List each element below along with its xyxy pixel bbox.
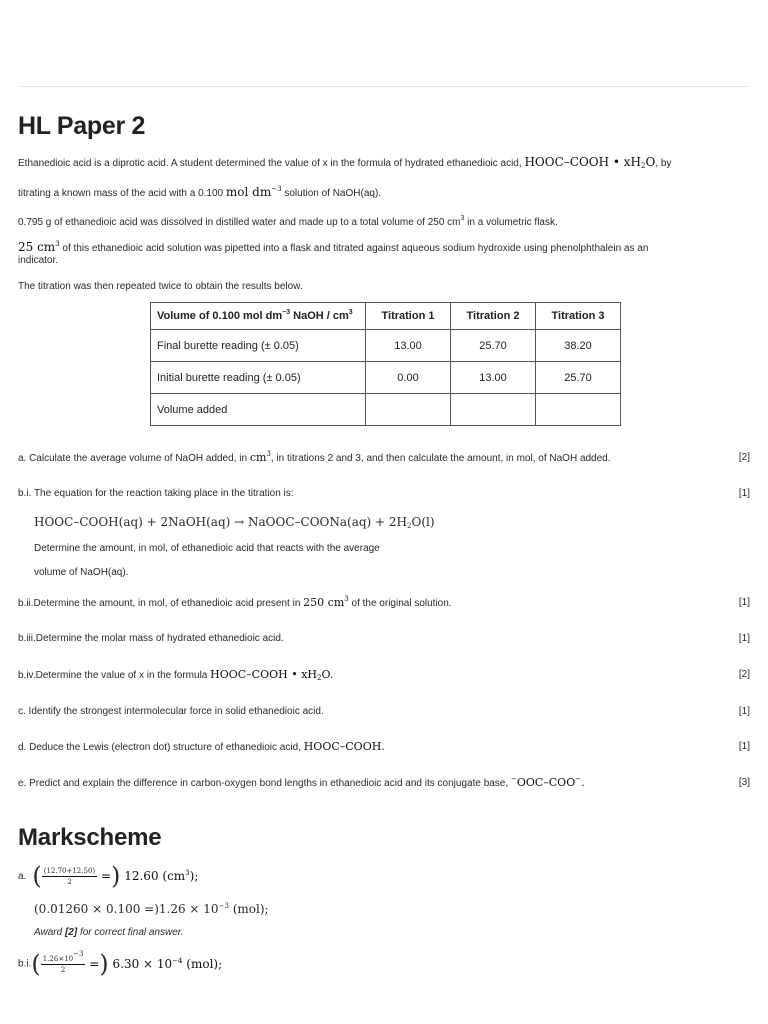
markscheme-b-i: b.i.( $\frac{1.26\times 10-3}{2}$ =) $6.30 \times 10^{-4}$ (mol); <box>18 950 223 978</box>
table-cell <box>536 394 621 426</box>
marks-a: [2] <box>738 452 750 463</box>
question-b-i: b.i. The equation for the reaction taking place in the titration is: [1] <box>18 488 750 499</box>
reaction-equation: HOOC–COOH(aq) + 2NaOH(aq) → NaOOC–COONa(aq) + $2H_2O(l)$ <box>34 515 435 530</box>
question-e: e. Predict and explain the difference in carbon-oxygen bond lengths in ethanedioic acid and its conjugate base, −OOC–COO−. [3] <box>18 775 750 789</box>
table-header-row <box>151 303 621 330</box>
table-cell: 13.00 <box>451 362 536 394</box>
marks-b-iii: [1] <box>738 633 750 644</box>
markscheme-title: Markscheme <box>18 824 162 851</box>
table-cell: 25.70 <box>451 330 536 362</box>
table-header-titration-3: Titration 3 <box>536 303 621 330</box>
table-header-volume: Volume of 0.100 mol $dm^{-3}$ NaOH / $cm^3$ <box>151 303 366 330</box>
table-row-label: Final burette reading (± 0.05) <box>151 330 366 362</box>
question-d: d. Deduce the Lewis (electron dot) structure of ethanedioic acid, HOOC–COOH. [1] <box>18 740 750 753</box>
marks-e: [3] <box>738 777 750 788</box>
table-cell: 38.20 <box>536 330 621 362</box>
table-cell: 13.00 <box>366 330 451 362</box>
markscheme-award-note: Award [2] for correct final answer. <box>34 927 184 938</box>
table-cell: 0.00 <box>366 362 451 394</box>
page-title: HL Paper 2 <box>18 112 146 140</box>
formula-hydrated-acid: HOOC–COOH • $xH_2O$ <box>524 155 656 170</box>
table-cell <box>451 394 536 426</box>
markscheme-a-line-2: $(0.01260 \times 0.100 =)1.26 \times 10^{-3}$ (mol); <box>34 902 269 916</box>
intro-paragraph-1b: titrating a known mass of the acid with a 0.100 mol $dm^{-3}$ solution of NaOH(aq). <box>18 185 382 199</box>
marks-d: [1] <box>738 741 750 752</box>
intro-paragraph-3: 25 $cm^3$ of this ethanedioic acid solution was pipetted into a flask and titrated against aqueous sodium hydroxide using phenolphthalein as an indicator. <box>18 240 649 266</box>
table-header-titration-2: Titration 2 <box>451 303 536 330</box>
intro-paragraph-4: The titration was then repeated twice to obtain the results below. <box>18 281 303 292</box>
question-b-ii: b.ii.Determine the amount, in mol, of ethanedioic acid present in 250 $cm^3$ of the original solution. [1] <box>18 595 750 609</box>
top-divider <box>18 86 750 87</box>
table-row-label: Initial burette reading (± 0.05) <box>151 362 366 394</box>
question-b-iv: b.iv.Determine the value of x in the formula HOOC–COOH • $xH_2O$. [2] <box>18 668 750 682</box>
table-row-label: Volume added <box>151 394 366 426</box>
question-a: a. Calculate the average volume of NaOH added, in $cm^3$, in titrations 2 and 3, and then calculate the amount, in mol, of NaOH added. [2] <box>18 450 750 464</box>
titration-results-table <box>150 302 621 426</box>
question-b-i-detail-1: Determine the amount, in mol, of ethanedioic acid that reacts with the average <box>34 543 380 554</box>
concentration-unit: mol $dm^{-3}$ <box>225 185 282 199</box>
table-row <box>151 330 621 362</box>
marks-b-iv: [2] <box>738 669 750 680</box>
question-b-iii: b.iii.Determine the molar mass of hydrated ethanedioic acid. [1] <box>18 633 750 644</box>
marks-c: [1] <box>738 706 750 717</box>
intro-paragraph-1: Ethanedioic acid is a diprotic acid. A student determined the value of x in the formula of hydrated ethanedioic acid, HOOC–COOH • $xH_2O$, by <box>18 155 672 170</box>
fraction: $\frac{(12.70+12.50)}{2}$ <box>43 866 96 886</box>
table-cell: 25.70 <box>536 362 621 394</box>
markscheme-a: a. ( $\frac{(12.70+12.50)}{2}$ =) 12.60 $(cm^3)$; <box>18 862 199 890</box>
table-row <box>151 394 621 426</box>
question-b-i-detail-2: volume of NaOH(aq). <box>34 567 129 578</box>
table-header-titration-1: Titration 1 <box>366 303 451 330</box>
marks-b-ii: [1] <box>738 597 750 608</box>
table-row <box>151 362 621 394</box>
marks-b-i: [1] <box>738 488 750 499</box>
intro-paragraph-2: 0.795 g of ethanedioic acid was dissolved in distilled water and made up to a total volume of 250 $cm^3$ in a volumetric flask. <box>18 215 558 228</box>
fraction: $\frac{1.26\times 10-3}{2}$ <box>42 950 84 974</box>
question-c: c. Identify the strongest intermolecular force in solid ethanedioic acid. [1] <box>18 706 750 717</box>
table-cell <box>366 394 451 426</box>
